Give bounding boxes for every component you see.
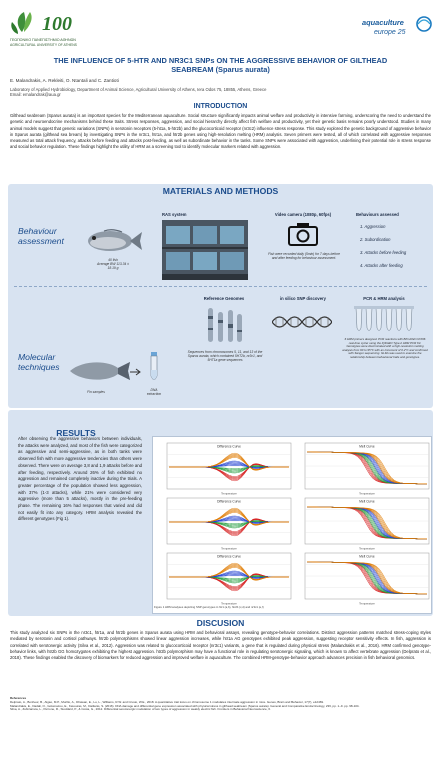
poster-title: THE INFLUENCE OF 5-HTR AND NR3C1 SNPs ON THE AGGRESSIVE BEHAVIOR OF GILTHEAD SEABREAM (Sparus aurata) <box>53 56 388 74</box>
wave-icon <box>417 17 431 31</box>
conference-year: europe 25 <box>374 29 406 36</box>
seabream-fish-image <box>82 226 144 256</box>
camera-icon <box>288 222 318 246</box>
affiliation: Laboratory of Applied Hydrobiology, Department of Animal Science, Agricultural University of Athens, Iera Odos 75, 18855, Athens, Greece Email: emalandrak@aua.gr <box>10 87 267 98</box>
authors: E. Malandrakis, A. Rekleiti, O. Ntantali and C. Zantioti <box>10 78 119 83</box>
dna-caption: DNA extraction <box>146 388 162 396</box>
reference-item: Silva, A., Zubizarreta, L., Perrone, R., Stoddard, P., & Costa, G., 2012. Differential serotonergic modulation of two types of aggression in weakly electric fish. Frontiers in Behavioral Neuroscience, 6. <box>10 707 271 712</box>
pcr-caption: 6 HRM primers designed. PCR reactions with BIO-RAD CFX96 real-time cycler using the iQ4GEN Type-it HRM PCR Kit. Genotypes were discriminated with a high-resolution melting analysis from 60 to 95°C with an increment of 0.2°C and confirmed with Sanger sequencing. GLMs was used to examine the relationship between behavioural traits and genotypes. <box>342 337 428 359</box>
panel-xlabel: Temperature <box>359 491 375 496</box>
behaviour-assessment-label: Behaviour assessment <box>18 226 64 246</box>
figure-caption: Figure 1 HRM analyses depicting SNP genotypes in htr1 (a,b), htr2b (c,d) and nr3c1 (e,f) <box>154 605 264 609</box>
behaviour-item: 2. Subordination <box>360 237 391 242</box>
dna-tube-icon <box>148 352 160 384</box>
methods-divider <box>14 286 427 287</box>
logo-english-name: AGRICULTURAL UNIVERSITY OF ATHENS <box>10 43 77 47</box>
hrm-panels <box>153 437 431 605</box>
panel-xlabel: Temperature <box>221 491 237 496</box>
behaviour-item: 3. Attacks before feeding <box>360 250 407 255</box>
reference-item: Delprato, A., Bonheur, B., Algéo, M.P., Murillo, A., Dhawan, E., Lu, L., Williams, R.W. and Crusio, W.E., 2018. A quantitative trait locus on chromosome 1 modulates intermale aggression in mice. Genes, Brain and Behavior, 17(7), e12469. <box>10 699 324 704</box>
ref-genomes-label: Reference Genomes <box>203 296 245 301</box>
fin-caption: Fin samples <box>87 390 105 394</box>
panel-title: Difference Curve <box>217 499 241 504</box>
panel-xlabel: Temperature <box>221 546 237 551</box>
panel-title: Melt Curve <box>359 444 375 449</box>
methods-heading: MATERIALS AND METHODS <box>162 186 279 196</box>
panel-title: Melt Curve <box>359 554 375 559</box>
discussion-heading: DISCUSION <box>196 618 245 628</box>
snp-discovery-label: in silico SNP discovery <box>279 296 326 301</box>
reference-item: Malandrakis, E., Dadali, O., Golomazou, E., Kavouras, M., Dailianis, S. (2016). DNA damage and differential gene expression associated with physical stress in gilthead seabream (Sparus aurata). General and Comparative Endocrinology, 236, pp. 1–9. pp. 98-104. <box>10 703 360 708</box>
references-heading: References <box>10 696 27 700</box>
introduction-heading: INTRODUCTION <box>193 103 248 110</box>
results-text: After observing the aggressive behaviors between individuals, the attacks were analyzed, and most of the fish were categorized as aggressive and semi-aggressive, as in both tanks were observed fish with more aggressive tendencies than others were observed. There were on average 3,8 and 1,9 attacks before and after feeding, respectively. Around 26% of fish exhibited no aggression and remained completely inactive during the trials. A greater percentage of the population showed less aggression, with 37% (1-3 attacks), while 21% were considered very aggressive (more than 5 attacks), mostly in the pre-feeding phase. The remaining 16% had responses that varied and did not easily fit into any category. HRM analysis revealed the different genotypes (Fig 1). <box>18 436 142 522</box>
panel-title: Difference Curve <box>217 554 241 559</box>
ref-genomes-caption: Sequences from chromosomes 5, 11, and 13 of the Sparus aurata, which contained 5HT2b, nr3c1, and 5HT1a gene sequences <box>187 350 263 362</box>
panel-xlabel: Temperature <box>359 546 375 551</box>
camera-caption: Fish were recorded daily (5min) for 7 days before and after feeding for behaviour assessment. <box>268 252 340 260</box>
genome-ideogram-image <box>204 306 244 346</box>
fin-sample-image <box>68 358 132 384</box>
panel-xlabel: Temperature <box>359 601 375 605</box>
molecular-techniques-label: Molecular techniques <box>18 352 60 372</box>
behaviours-list <box>360 224 430 276</box>
introduction-text: Gilthead seabream (Sparus aurata) is an important species for the Mediterranean aquaculture. Social structure significantly impacts animal welfare and productivity in intensive farming, underscoring the need to understand the genetic and neuroendocrine mechanisms behind these traits. Stress responses, aggression, and social hierarchy directly affect fish welfare and productivity, yet their genetic basis remains poorly understood. Studies in many animal models suggest that genetic variations (SNPs) in serotonin receptors (5-ht1a, 5-htr2b) and the glucocorticoid receptor (nr3c2) influence stress response. This study explored the genetic background of aggressive behavior in Sparus aurata (gilthead sea bream) by investigating SNPs in the nr3c1, htr1a, and htr2b genes using high-resolution melting (HRM) analysis. Seven primers were tested, all of which correlated with aggressive responses measured as total attack frequency, attacks before feeding and attacks post-feeding, as well as subordinate behavior in the tanks. Some SNPs were associated with aggression, underlining their potential role in stress response and social behavior regulation. These findings highlight the utility of HRM as a screening tool to identify molecular markers related with aggression. <box>10 113 431 150</box>
behaviours-heading: Behaviours assessed <box>356 212 399 217</box>
references <box>10 697 431 712</box>
pcr-hrm-label: PCR & HRM analysis <box>363 296 405 301</box>
panel-title: Melt Curve <box>359 499 375 504</box>
behaviour-item: 1. Aggression <box>360 224 386 229</box>
conference-logo <box>360 12 434 44</box>
hrm-figure <box>152 436 432 614</box>
camera-label: Video camera (1080p, 60fps) <box>274 212 332 217</box>
ras-system-image <box>162 220 248 280</box>
leaf-icon <box>11 12 31 34</box>
pcr-tubes-icon <box>352 306 416 334</box>
arrow-icon <box>130 368 142 376</box>
results-heading: RESULTS <box>56 428 96 438</box>
behaviour-item: 4. Attacks after feeding <box>360 263 403 268</box>
university-logo <box>8 6 118 50</box>
panel-title: Difference Curve <box>217 444 241 449</box>
logo-greek-name: ΓΕΩΠΟΝΙΚΟ ΠΑΝΕΠΙΣΤΗΜΙΟ ΑΘΗΝΩΝ <box>10 38 76 42</box>
discussion-text: This study analyzed six SNPs in the nr3c1, htr1a, and htr2b genes in Sparus aurata using HRM and behavioral assays, revealing genotype-behavior correlations. Distinct aggression patterns matched stress-coping styles mediated by serotonin and cortisol pathways. htr2b polymorphisms showed linear aggression increases, while htr1a AG genotypes exhibited peak aggression, suggesting receptor sensitivity effects. In fish, aggression is correlated with serotonergic activity (Silva et al., 2012). Aggression was related to glucocorticoid receptor (nr3c1) variants, a gene that is regulated during physical stress (Malandrakis et al., 2016). HRM confirmed genotype-behavior links, with htr2b GG homozygotes exhibiting the highest aggression. htr2b polymorphism may have a functional role in regulating serotonergic signaling, which is known to affect vertebrate aggression (Delprato et al., 2018). These findings enabled the discovery of biomarkers for reduced aggression and improved welfare in aquaculture. The combined HRM-genotype-behavior approach advances precision in fish behavioral genomics. <box>10 630 431 661</box>
conference-name: aquaculture <box>362 18 404 27</box>
logo-number: 100 <box>42 13 72 35</box>
fish-caption: 40 fish Average BW 113.34 ± 18.19 g <box>97 258 129 270</box>
dna-helix-icon <box>272 312 332 332</box>
ras-label: RAS system <box>162 212 187 217</box>
panel-xlabel: Temperature <box>221 601 237 605</box>
